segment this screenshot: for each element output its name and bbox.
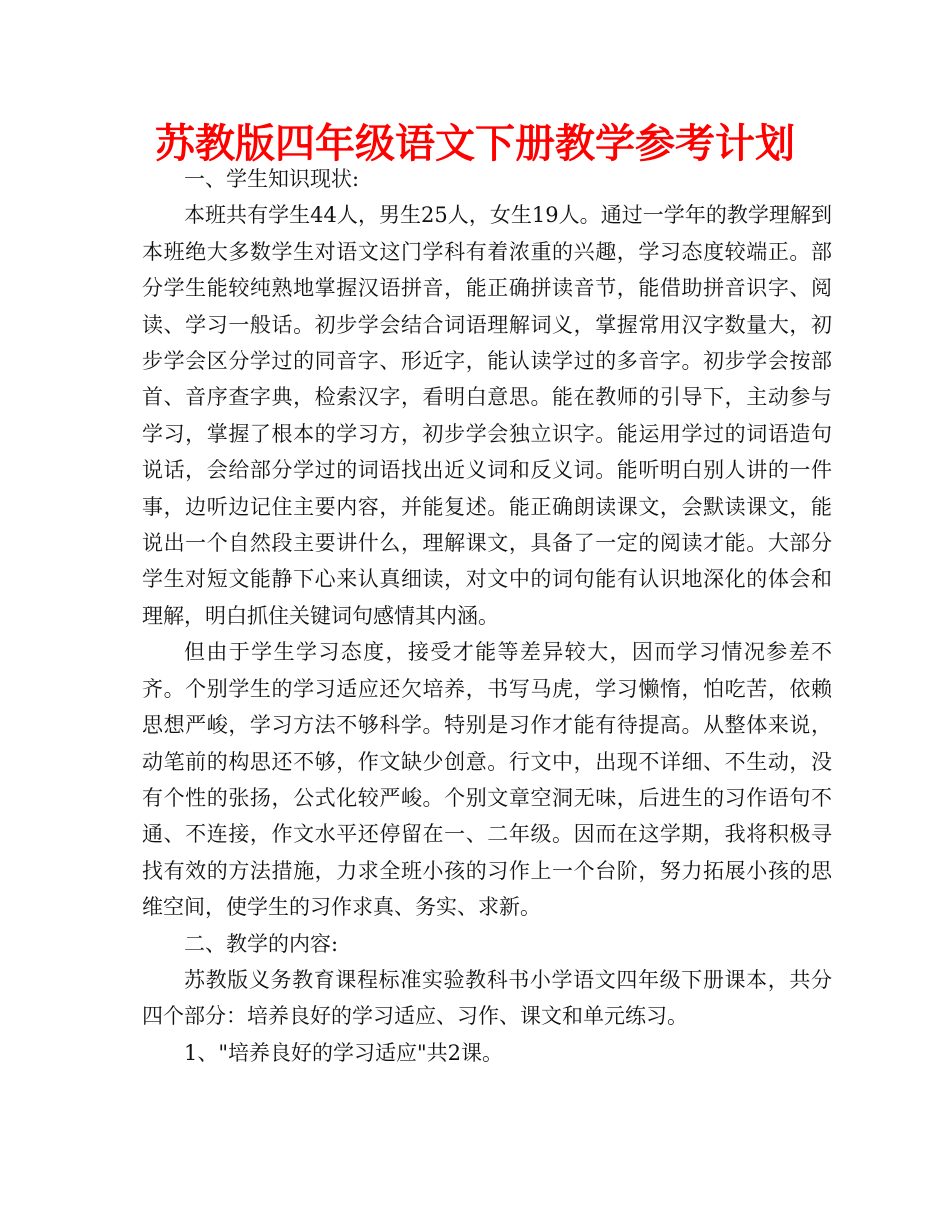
document-body bbox=[142, 161, 832, 1071]
paragraph-list-item-1: 1、"培养良好的学习适应"共2课。 bbox=[184, 1040, 504, 1065]
paragraph-textbook-content: 苏教版义务教育课程标准实验教科书小学语文四年级下册课本，共分四个部分：培养良好的学习适应、习作、课文和单元练习。 bbox=[142, 967, 832, 1029]
paragraph-student-overview: 本班共有学生44人，男生25人，女生19人。通过一学年的教学理解到本班绝大多数学生对语文这门学科有着浓重的兴趣，学习态度较端正。部分学生能较纯熟地掌握汉语拼音，能正确拼读音节，能借助拼音识字、阅读、学习一般话。初步学会结合词语理解词义，掌握常用汉字数量大，初步学会区分学过的同音字、形近字，能认读学过的多音字。初步学会按部首、音序查字典，检索汉字，看明白意思。能在教师的引导下，主动参与学习，掌握了根本的学习方，初步学会独立识字。能运用学过的词语造句说话，会给部分学过的词语找出近义词和反义词。能听明白别人讲的一件事，边听边记住主要内容，并能复述。能正确朗读课文，会默读课文，能说出一个自然段主要讲什么，理解课文，具备了一定的阅读才能。大部分学生对短文能静下心来认真细读，对文中的词句能有认识地深化的体会和理解，明白抓住关键词句感情其内涵。 bbox=[142, 203, 832, 628]
section-heading-teaching-content: 二、教学的内容: bbox=[184, 931, 339, 956]
section-heading-student-status: 一、学生知识现状: bbox=[184, 167, 360, 191]
paragraph-student-weaknesses: 但由于学生学习态度，接受才能等差异较大，因而学习情况参差不齐。个别学生的学习适应还欠培养，书写马虎，学习懒惰，怕吃苦，依赖思想严峻，学习方法不够科学。特别是习作才能有待提高。从整体来说，动笔前的构思还不够，作文缺少创意。行文中，出现不详细、不生动，没有个性的张扬，公式化较严峻。个别文章空洞无味，后进生的习作语句不通、不连接，作文水平还停留在一、二年级。因而在这学期，我将积极寻找有效的方法措施，力求全班小孩的习作上一个台阶，努力拓展小孩的思维空间，使学生的习作求真、务实、求新。 bbox=[142, 640, 832, 920]
document-title: 苏教版四年级语文下册教学参考计划 bbox=[155, 121, 795, 167]
